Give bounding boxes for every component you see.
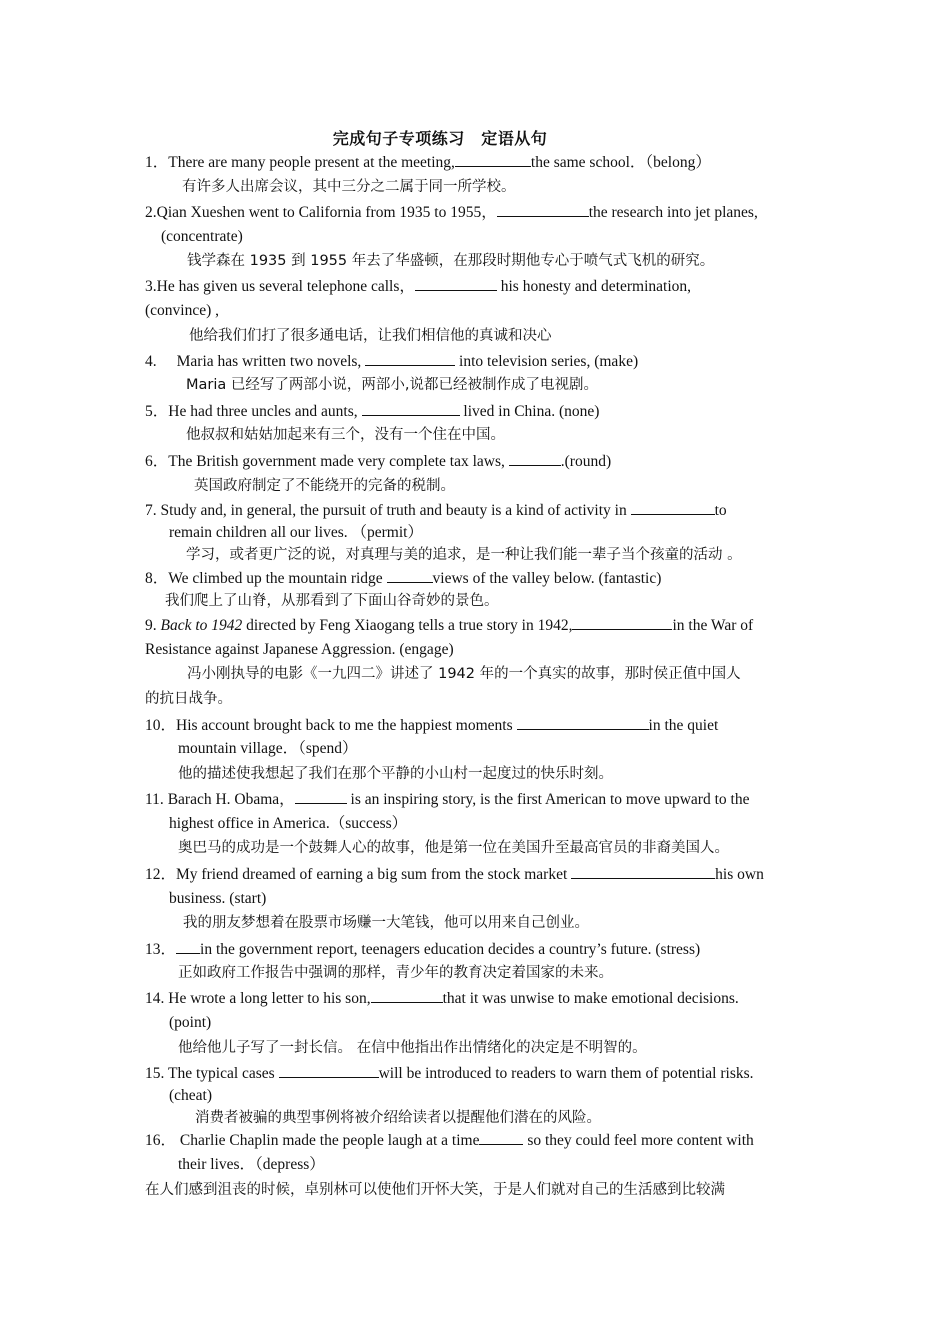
question-text: His account brought back to me the happiest moments [176,717,517,734]
question-number: 2. [145,204,157,221]
answer-blank[interactable] [371,988,443,1003]
question-text: The British government made very complete tax laws, [168,453,509,470]
answer-blank[interactable] [387,568,433,583]
question-text: Barach H. Obama， [167,791,295,808]
answer-blank[interactable] [517,715,649,730]
question-10 [145,715,718,736]
question-15 [145,1063,754,1084]
question-number: 7. [145,502,157,519]
question-8 [145,568,661,589]
question-text: There are many people present at the meeting, [168,154,455,171]
question-text: his honesty and determination, [496,278,692,295]
translation-6: 英国政府制定了不能绕开的完备的税制。 [194,478,455,494]
question-text: We climbed up the mountain ridge [168,570,387,587]
answer-blank[interactable] [631,500,715,515]
answer-blank[interactable] [509,451,561,466]
question-7-continued: remain children all our lives. （permit） [169,524,423,541]
question-4 [145,351,638,372]
question-6 [145,451,611,472]
translation-12: 我的朋友梦想着在股票市场赚一大笔钱，他可以用来自己创业。 [183,915,589,931]
question-number: 13． [145,941,177,958]
translation-2: 钱学森在 1935 到 1955 年去了华盛顿，在那段时期他专心于喷气式飞机的研究。 [187,253,715,269]
question-text: .(round) [560,453,612,470]
question-11 [145,789,749,810]
answer-blank[interactable] [571,864,715,879]
question-3 [145,276,691,297]
question-text: He has given us several telephone calls， [156,278,415,295]
answer-blank[interactable] [176,939,200,954]
question-text: in the quiet [648,717,719,734]
question-7 [145,500,727,521]
question-number: 8． [145,570,169,587]
question-2-hint: (concentrate) [161,228,243,245]
translation-8: 我们爬上了山脊，从那看到了下面山谷奇妙的景色。 [165,593,499,609]
question-1 [145,152,711,173]
answer-blank[interactable] [415,276,497,291]
translation-16: 在人们感到沮丧的时候，卓别林可以使他们开怀大笑，于是人们就对自己的生活感到比较满 [145,1182,725,1198]
question-text: in the War of [672,617,754,634]
question-11-continued: highest office in America.（success） [169,815,408,832]
translation-14: 他给他儿子写了一封长信。 在信中他指出作出情绪化的决定是不明智的。 [178,1040,647,1056]
question-text: Qian Xueshen went to California from 1935 to 1955， [156,204,497,221]
question-16-continued: their lives．（depress） [178,1156,325,1173]
question-text: My friend dreamed of earning a big sum from the stock market [176,866,572,883]
question-text: in the government report, teenagers education decides a country’s future. (stress) [200,941,701,958]
answer-blank[interactable] [365,351,455,366]
question-number: 1． [145,154,169,171]
question-number: 16． [145,1132,177,1149]
question-number: 6． [145,453,169,470]
question-12-continued: business. (start) [169,890,267,907]
translation-5: 他叔叔和姑姑加起来有三个，没有一个住在中国。 [186,427,505,443]
translation-9: 冯小刚执导的电影《一九四二》讲述了 1942 年的一个真实的故事，那时侯正值中国人 [187,666,741,682]
question-3-hint: (convince) , [145,302,220,319]
question-text: lived in China. (none) [459,403,600,420]
question-9 [145,615,753,636]
answer-blank[interactable] [572,615,672,630]
question-text: Maria has written two novels, [176,353,366,370]
question-number: 15. [145,1065,165,1082]
translation-1: 有许多人出席会议，其中三分之二属于同一所学校。 [182,179,516,195]
answer-blank[interactable] [479,1130,523,1145]
answer-blank[interactable] [362,401,460,416]
question-text: his own [715,866,764,883]
answer-blank[interactable] [279,1063,379,1078]
film-title: Back to 1942 [160,617,243,634]
question-number: 11. [145,791,164,808]
question-text: will be introduced to readers to warn them of potential risks. [378,1065,754,1082]
question-15-hint: (cheat) [169,1087,213,1104]
question-text: He wrote a long letter to his son, [168,990,371,1007]
question-number: 4. [145,353,157,370]
question-text: views of the valley below. (fantastic) [432,570,662,587]
question-14 [145,988,739,1009]
question-text: the same school．（belong） [530,154,711,171]
question-5 [145,401,599,422]
question-text: into television series, (make) [455,353,639,370]
translation-15: 消费者被骗的典型事例将被介绍给读者以提醒他们潜在的风险。 [195,1110,601,1126]
question-text: He had three uncles and aunts, [168,403,362,420]
question-2 [145,202,758,223]
question-text: to [714,502,727,519]
question-text: so they could feel more content with [523,1132,754,1149]
answer-blank[interactable] [497,202,589,217]
translation-4: Maria 已经写了两部小说，两部小,说都已经被制作成了电视剧。 [186,377,598,393]
translation-9-continued: 的抗日战争。 [145,691,232,707]
translation-3: 他给我们们打了很多通电话，让我们相信他的真诚和决心 [189,328,552,344]
question-text: is an inspiring story, is the first American to move upward to the [346,791,750,808]
translation-10: 他的描述使我想起了我们在那个平静的小山村一起度过的快乐时刻。 [178,766,613,782]
question-text: Charlie Chaplin made the people laugh at a time [179,1132,480,1149]
answer-blank[interactable] [455,152,531,167]
question-number: 9. [145,617,157,634]
question-number: 12． [145,866,177,883]
question-9-continued: Resistance against Japanese Aggression. (engage) [145,641,454,658]
question-text: that it was unwise to make emotional decisions. [442,990,739,1007]
translation-7: 学习，或者更广泛的说，对真理与美的追求，是一种让我们能一辈子当个孩童的活动 。 [186,547,742,563]
question-text: The typical cases [167,1065,279,1082]
question-14-hint: (point) [169,1014,212,1031]
question-16 [145,1130,754,1151]
question-12 [145,864,764,885]
question-number: 10． [145,717,177,734]
question-number: 3. [145,278,157,295]
translation-13: 正如政府工作报告中强调的那样，青少年的教育决定着国家的未来。 [178,965,613,981]
question-13 [145,939,700,960]
question-number: 5． [145,403,169,420]
question-number: 14. [145,990,165,1007]
page-title: 完成句子专项练习 定语从句 [332,129,548,148]
question-10-continued: mountain village．（spend） [178,740,358,757]
question-text: the research into jet planes, [588,204,758,221]
translation-11: 奥巴马的成功是一个鼓舞人心的故事，他是第一位在美国升至最高官员的非裔美国人。 [178,840,729,856]
answer-blank[interactable] [295,789,347,804]
question-text: directed by Feng Xiaogang tells a true story in 1942, [242,617,573,634]
question-text: Study and, in general, the pursuit of truth and beauty is a kind of activity in [160,502,631,519]
